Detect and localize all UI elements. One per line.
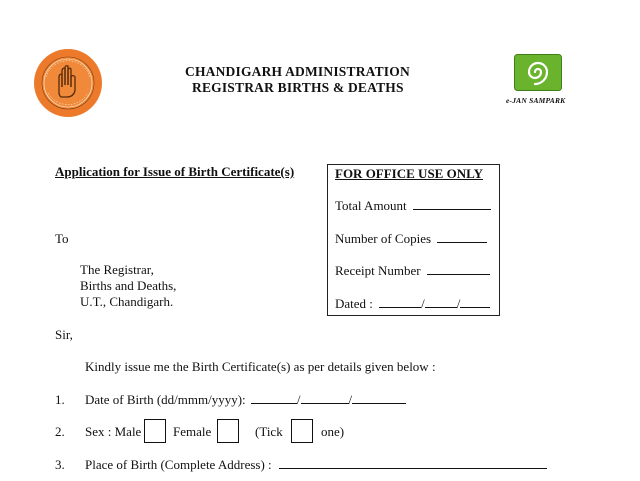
number-of-copies-field[interactable] (437, 231, 487, 243)
dated-label: Dated : (335, 296, 373, 311)
sex-female-label: Female (173, 424, 212, 439)
dated-day-field[interactable] (379, 296, 421, 308)
chandigarh-seal-logo (32, 47, 104, 119)
dated-sep-1: / (421, 296, 425, 311)
dob-year-field[interactable] (352, 392, 406, 404)
form-title: Application for Issue of Birth Certificate(s) (55, 164, 295, 179)
e-jan-sampark-logo (514, 54, 562, 91)
salutation: Sir, (55, 327, 73, 342)
dob-sep-2: / (348, 392, 353, 407)
date-of-birth-label: Date of Birth (dd/mmm/yyyy): (85, 392, 246, 407)
address-line-3: U.T., Chandigarh. (80, 294, 174, 309)
tick-instruction-close: one) (321, 424, 345, 439)
dob-sep-1: / (296, 392, 301, 407)
date-of-birth-row (85, 392, 406, 408)
total-amount-field[interactable] (413, 198, 491, 210)
e-jan-sampark-icon (514, 54, 562, 91)
dated-sep-2: / (456, 296, 461, 311)
number-of-copies-label: Number of Copies (335, 231, 432, 246)
e-jan-sampark-caption: e-JAN SAMPARK (506, 96, 566, 105)
header-title-line2: REGISTRAR BIRTHS & DEATHS (192, 80, 404, 95)
office-use-title: FOR OFFICE USE ONLY (335, 166, 483, 181)
address-line-1: The Registrar, (80, 262, 154, 277)
dated-month-field[interactable] (425, 296, 457, 308)
number-of-copies-row (335, 231, 487, 247)
female-checkbox[interactable] (217, 419, 239, 443)
header-title-line1: CHANDIGARH ADMINISTRATION (185, 64, 410, 79)
tick-example-box (291, 419, 313, 443)
place-of-birth-field[interactable] (279, 457, 547, 469)
intro-text: Kindly issue me the Birth Certificate(s) as per details given below : (85, 359, 436, 374)
dated-year-field[interactable] (460, 296, 490, 308)
sex-male-label: Sex : Male (85, 424, 142, 439)
place-of-birth-label: Place of Birth (Complete Address) : (85, 457, 272, 472)
to-label: To (55, 231, 69, 246)
seal-icon (32, 47, 104, 119)
total-amount-row (335, 198, 491, 214)
item-number-2: 2. (55, 424, 65, 439)
address-line-2: Births and Deaths, (80, 278, 177, 293)
total-amount-label: Total Amount (335, 198, 407, 213)
dob-month-field[interactable] (301, 392, 349, 404)
item-number-1: 1. (55, 392, 65, 407)
dated-row (335, 296, 490, 312)
item-number-3: 3. (55, 457, 65, 472)
receipt-number-field[interactable] (427, 263, 490, 275)
male-checkbox[interactable] (144, 419, 166, 443)
dob-day-field[interactable] (251, 392, 297, 404)
place-of-birth-row (85, 457, 547, 473)
tick-instruction-open: (Tick (255, 424, 283, 439)
receipt-number-row (335, 263, 490, 279)
receipt-number-label: Receipt Number (335, 263, 421, 278)
